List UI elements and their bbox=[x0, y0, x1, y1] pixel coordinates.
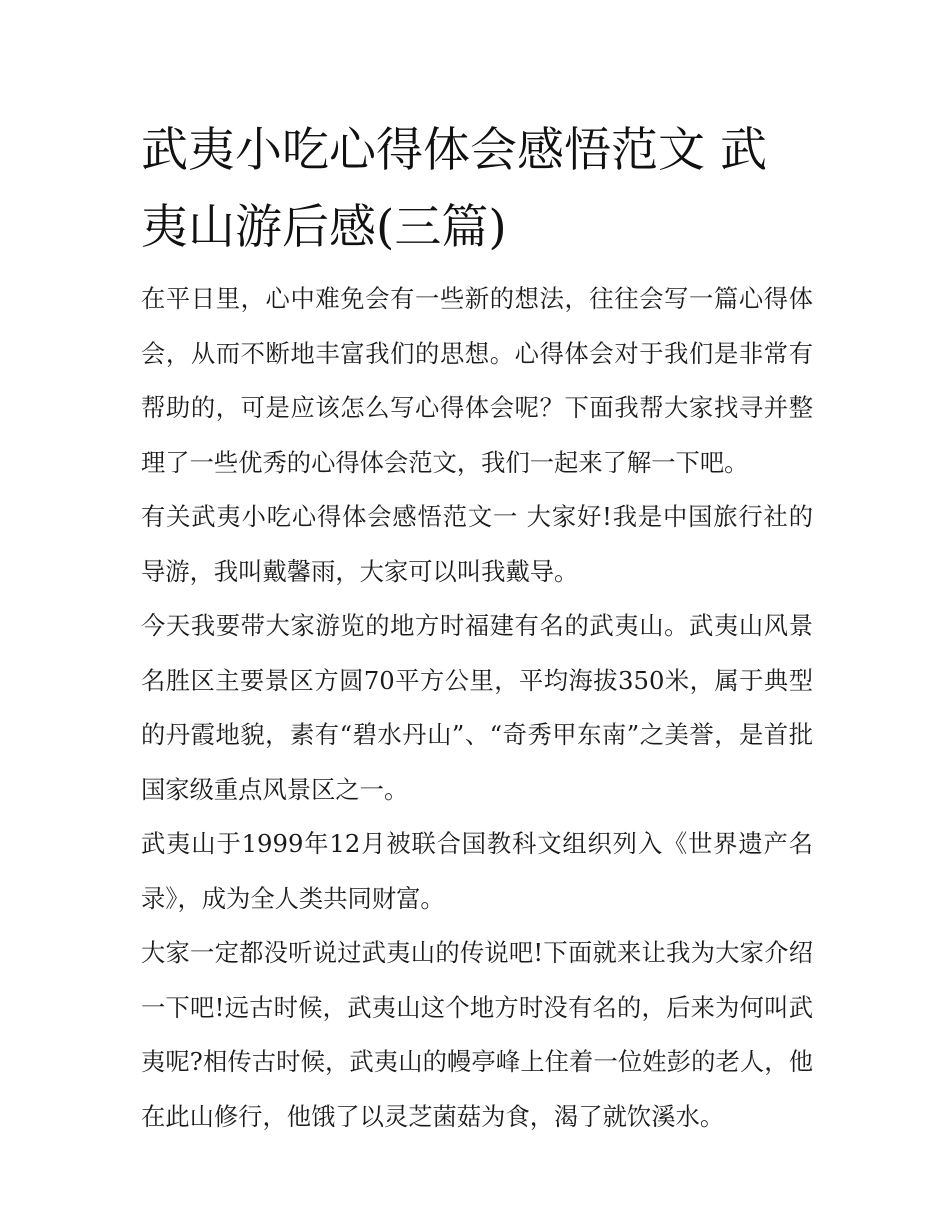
document-title: 武夷小吃心得体会感悟范文 武夷山游后感(三篇) bbox=[141, 123, 767, 255]
paragraph-legend: 大家一定都没听说过武夷山的传说吧!下面就来让我为大家介绍一下吧!远古时候，武夷山这个地方时没有名的，后来为何叫武夷呢?相传古时候，武夷山的幔亭峰上住着一位姓彭的老人，他在此山修行，他饿了以灵芝菌菇为食，渴了就饮溪水。 bbox=[141, 938, 813, 1131]
document-body bbox=[141, 272, 813, 1144]
paragraph-wuyishan-overview: 今天我要带大家游览的地方时福建有名的武夷山。武夷山风景名胜区主要景区方圆70平方公里，平均海拔350米，属于典型的丹霞地貌，素有“碧水丹山”、“奇秀甲东南”之美誉，是首批国家级重点风景区之一。 bbox=[141, 611, 813, 804]
paragraph-guide-intro: 有关武夷小吃心得体会感悟范文一 大家好!我是中国旅行社的导游，我叫戴馨雨，大家可以叫我戴导。 bbox=[141, 502, 813, 586]
paragraph-world-heritage: 武夷山于1999年12月被联合国教科文组织列入《世界遗产名录》，成为全人类共同财富。 bbox=[141, 829, 813, 913]
paragraph-intro: 在平日里，心中难免会有一些新的想法，往往会写一篇心得体会，从而不断地丰富我们的思想。心得体会对于我们是非常有帮助的，可是应该怎么写心得体会呢？下面我帮大家找寻并整理了一些优秀的心得体会范文，我们一起来了解一下吧。 bbox=[141, 284, 813, 477]
document-page bbox=[141, 112, 813, 1144]
